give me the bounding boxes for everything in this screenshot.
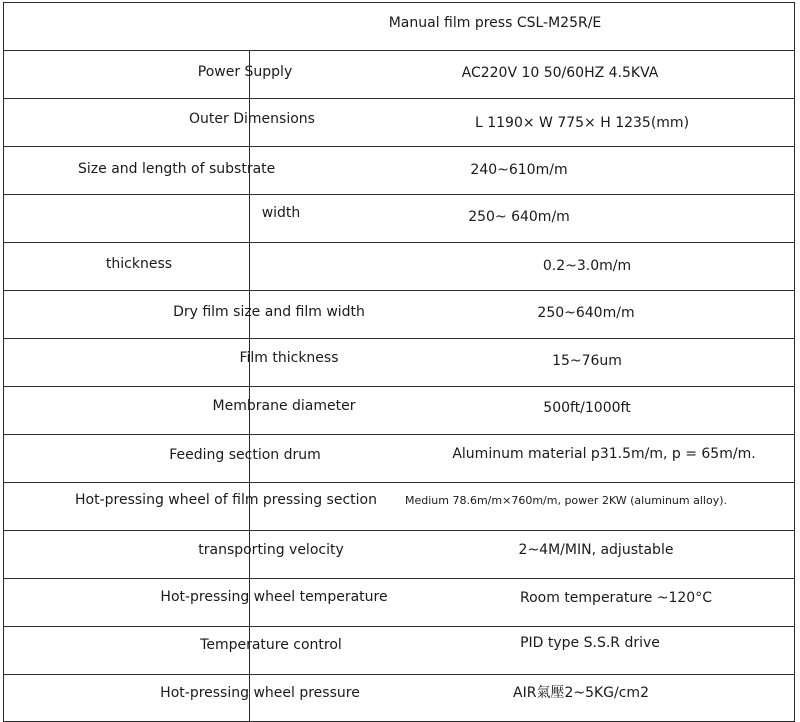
row-divider: [3, 242, 795, 243]
row-label: Size and length of substrate: [78, 161, 276, 177]
row-label: Hot-pressing wheel temperature: [160, 589, 388, 605]
row-divider: [3, 146, 795, 147]
row-value: L 1190× W 775× H 1235(mm): [474, 115, 690, 131]
row-divider: [3, 578, 795, 579]
table-border-left: [3, 2, 4, 722]
row-label: width: [261, 205, 301, 221]
row-label: Film thickness: [239, 350, 339, 366]
row-value: 15~76um: [552, 353, 622, 369]
row-divider: [3, 674, 795, 675]
row-label: Hot-pressing wheel of film pressing section: [75, 492, 377, 508]
row-label: thickness: [105, 256, 173, 272]
row-label: Dry film size and film width: [173, 304, 365, 320]
row-value: Aluminum material p31.5m/m, p = 65m/m.: [452, 446, 756, 462]
row-label: transporting velocity: [198, 542, 344, 558]
row-label: Temperature control: [200, 637, 342, 653]
row-divider: [3, 626, 795, 627]
row-value: 500ft/1000ft: [543, 400, 631, 416]
row-divider: [3, 434, 795, 435]
row-divider: [3, 98, 795, 99]
table-border-top: [3, 2, 795, 3]
row-divider: [3, 50, 795, 51]
table-border-right: [794, 2, 795, 722]
row-divider: [3, 482, 795, 483]
row-divider: [3, 338, 795, 339]
row-label: Power Supply: [197, 64, 293, 80]
row-value: Medium 78.6m/m×760m/m, power 2KW (aluminum alloy).: [404, 494, 728, 507]
row-value: 240~610m/m: [470, 162, 568, 178]
row-value: AC220V 10 50/60HZ 4.5KVA: [461, 65, 659, 81]
table-title: Manual film press CSL-M25R/E: [388, 15, 602, 31]
row-value: 0.2~3.0m/m: [542, 258, 632, 274]
column-divider: [249, 50, 250, 722]
row-value: AIR氣壓2~5KG/cm2: [513, 685, 649, 701]
spec-table: [3, 2, 795, 722]
row-label: Hot-pressing wheel pressure: [160, 685, 360, 701]
row-label: Outer Dimensions: [189, 111, 315, 127]
row-value: 2~4M/MIN, adjustable: [518, 542, 674, 558]
row-label: Membrane diameter: [212, 398, 356, 414]
row-value: Room temperature ~120°C: [520, 590, 712, 606]
row-value: 250~640m/m: [537, 305, 635, 321]
row-divider: [3, 194, 795, 195]
row-divider: [3, 290, 795, 291]
row-value: 250~ 640m/m: [468, 209, 570, 225]
row-value: PID type S.S.R drive: [520, 635, 660, 651]
row-label: Feeding section drum: [169, 447, 321, 463]
row-divider: [3, 530, 795, 531]
row-divider: [3, 386, 795, 387]
